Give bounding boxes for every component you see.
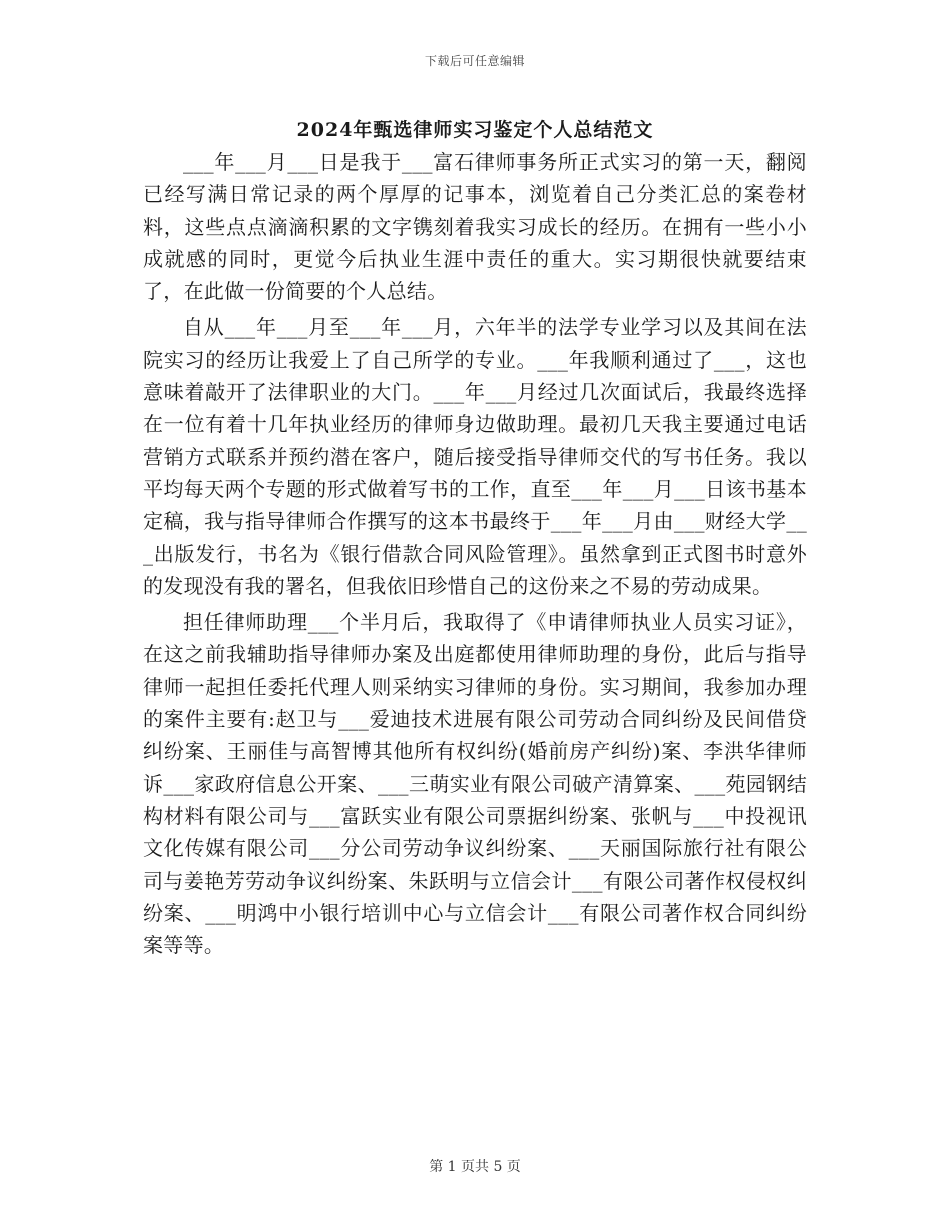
- paragraph-2: 自从___年___月至___年___月，六年半的法学专业学习以及其间在法院实习的经历让我爱上了自己所学的专业。___年我顺利通过了___，这也意味着敲开了法律职业的大门。___年___月经过几次面试后，我最终选择在一位有着十几年执业经历的律师身边做助理。最初几天我主要通过电话营销方式联系并预约潜在客户，随后接受指导律师交代的写书任务。我以平均每天两个专题的形式做着写书的工作，直至___年___月___日该书基本定稿，我与指导律师合作撰写的这本书最终于___年___月由___财经大学___出版发行，书名为《银行借款合同风险管理》。虽然拿到正式图书时意外的发现没有我的署名，但我依旧珍惜自己的这份来之不易的劳动成果。: [143, 315, 807, 598]
- page-header: 下载后可任意编辑: [424, 54, 525, 68]
- document-title: 2024年甄选律师实习鉴定个人总结范文: [296, 119, 654, 141]
- page-number: 第 1 页共 5 页: [429, 1159, 521, 1175]
- document-body: [143, 146, 807, 965]
- paragraph-3: 担任律师助理___个半月后，我取得了《申请律师执业人员实习证》，在这之前我辅助指导律师办案及出庭都使用律师助理的身份，此后与指导律师一起担任委托代理人则采纳实习律师的身份。实习期间，我参加办理的案件主要有:赵卫与___爱迪技术进展有限公司劳动合同纠纷及民间借贷纠纷案、王丽佳与高智博其他所有权纠纷(婚前房产纠纷)案、李洪华律师诉___家政府信息公开案、___三萌实业有限公司破产清算案、___苑园钢结构材料有限公司与___富跃实业有限公司票据纠纷案、张帆与___中投视讯文化传媒有限公司___分公司劳动争议纠纷案、___天丽国际旅行社有限公司与姜艳芳劳动争议纠纷案、朱跃明与立信会计___有限公司著作权侵权纠纷案、___明鸿中小银行培训中心与立信会计___有限公司著作权合同纠纷案等等。: [143, 610, 807, 958]
- paragraph-1: ___年___月___日是我于___富石律师事务所正式实习的第一天，翻阅已经写满日常记录的两个厚厚的记事本，浏览着自己分类汇总的案卷材料，这些点点滴滴积累的文字镌刻着我实习成长的经历。在拥有一些小小成就感的同时，更觉今后执业生涯中责任的重大。实习期很快就要结束了，在此做一份简要的个人总结。: [143, 150, 807, 304]
